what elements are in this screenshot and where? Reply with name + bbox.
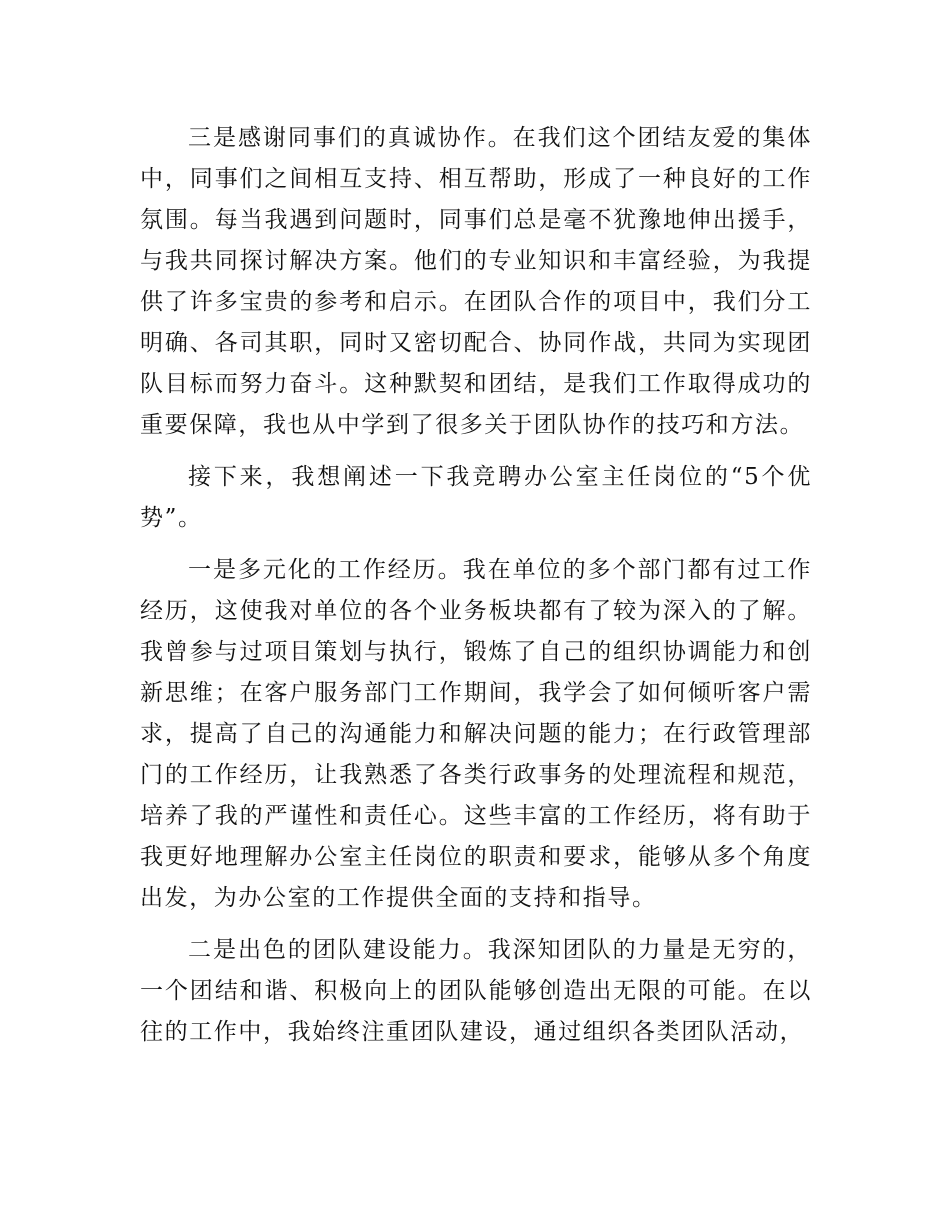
paragraph-team-building: 二是出色的团队建设能力。我深知团队的力量是无穷的，一个团结和谐、积极向上的团队能够创造出无限的可能。在以往的工作中，我始终注重团队建设，通过组织各类团队活动，	[140, 937, 812, 1045]
document-body	[140, 118, 812, 1064]
paragraph-colleague-thanks: 三是感谢同事们的真诚协作。在我们这个团结友爱的集体中，同事们之间相互支持、相互帮助，形成了一种良好的工作氛围。每当我遇到问题时，同事们总是毫不犹豫地伸出援手，与我共同探讨解决方案。他们的专业知识和丰富经验，为我提供了许多宝贵的参考和启示。在团队合作的项目中，我们分工明确、各司其职，同时又密切配合、协同作战，共同为实现团队目标而努力奋斗。这种默契和团结，是我们工作取得成功的重要保障，我也从中学到了很多关于团队协作的技巧和方法。	[140, 125, 812, 438]
paragraph-advantages-intro: 接下来，我想阐述一下我竞聘办公室主任岗位的“5个优势”。	[140, 464, 812, 531]
paragraph-diverse-experience: 一是多元化的工作经历。我在单位的多个部门都有过工作经历，这使我对单位的各个业务板块都有了较为深入的了解。我曾参与过项目策划与执行，锻炼了自己的组织协调能力和创新思维；在客户服务部门工作期间，我学会了如何倾听客户需求，提高了自己的沟通能力和解决问题的能力；在行政管理部门的工作经历，让我熟悉了各类行政事务的处理流程和规范，培养了我的严谨性和责任心。这些丰富的工作经历，将有助于我更好地理解办公室主任岗位的职责和要求，能够从多个角度出发，为办公室的工作提供全面的支持和指导。	[140, 557, 812, 911]
